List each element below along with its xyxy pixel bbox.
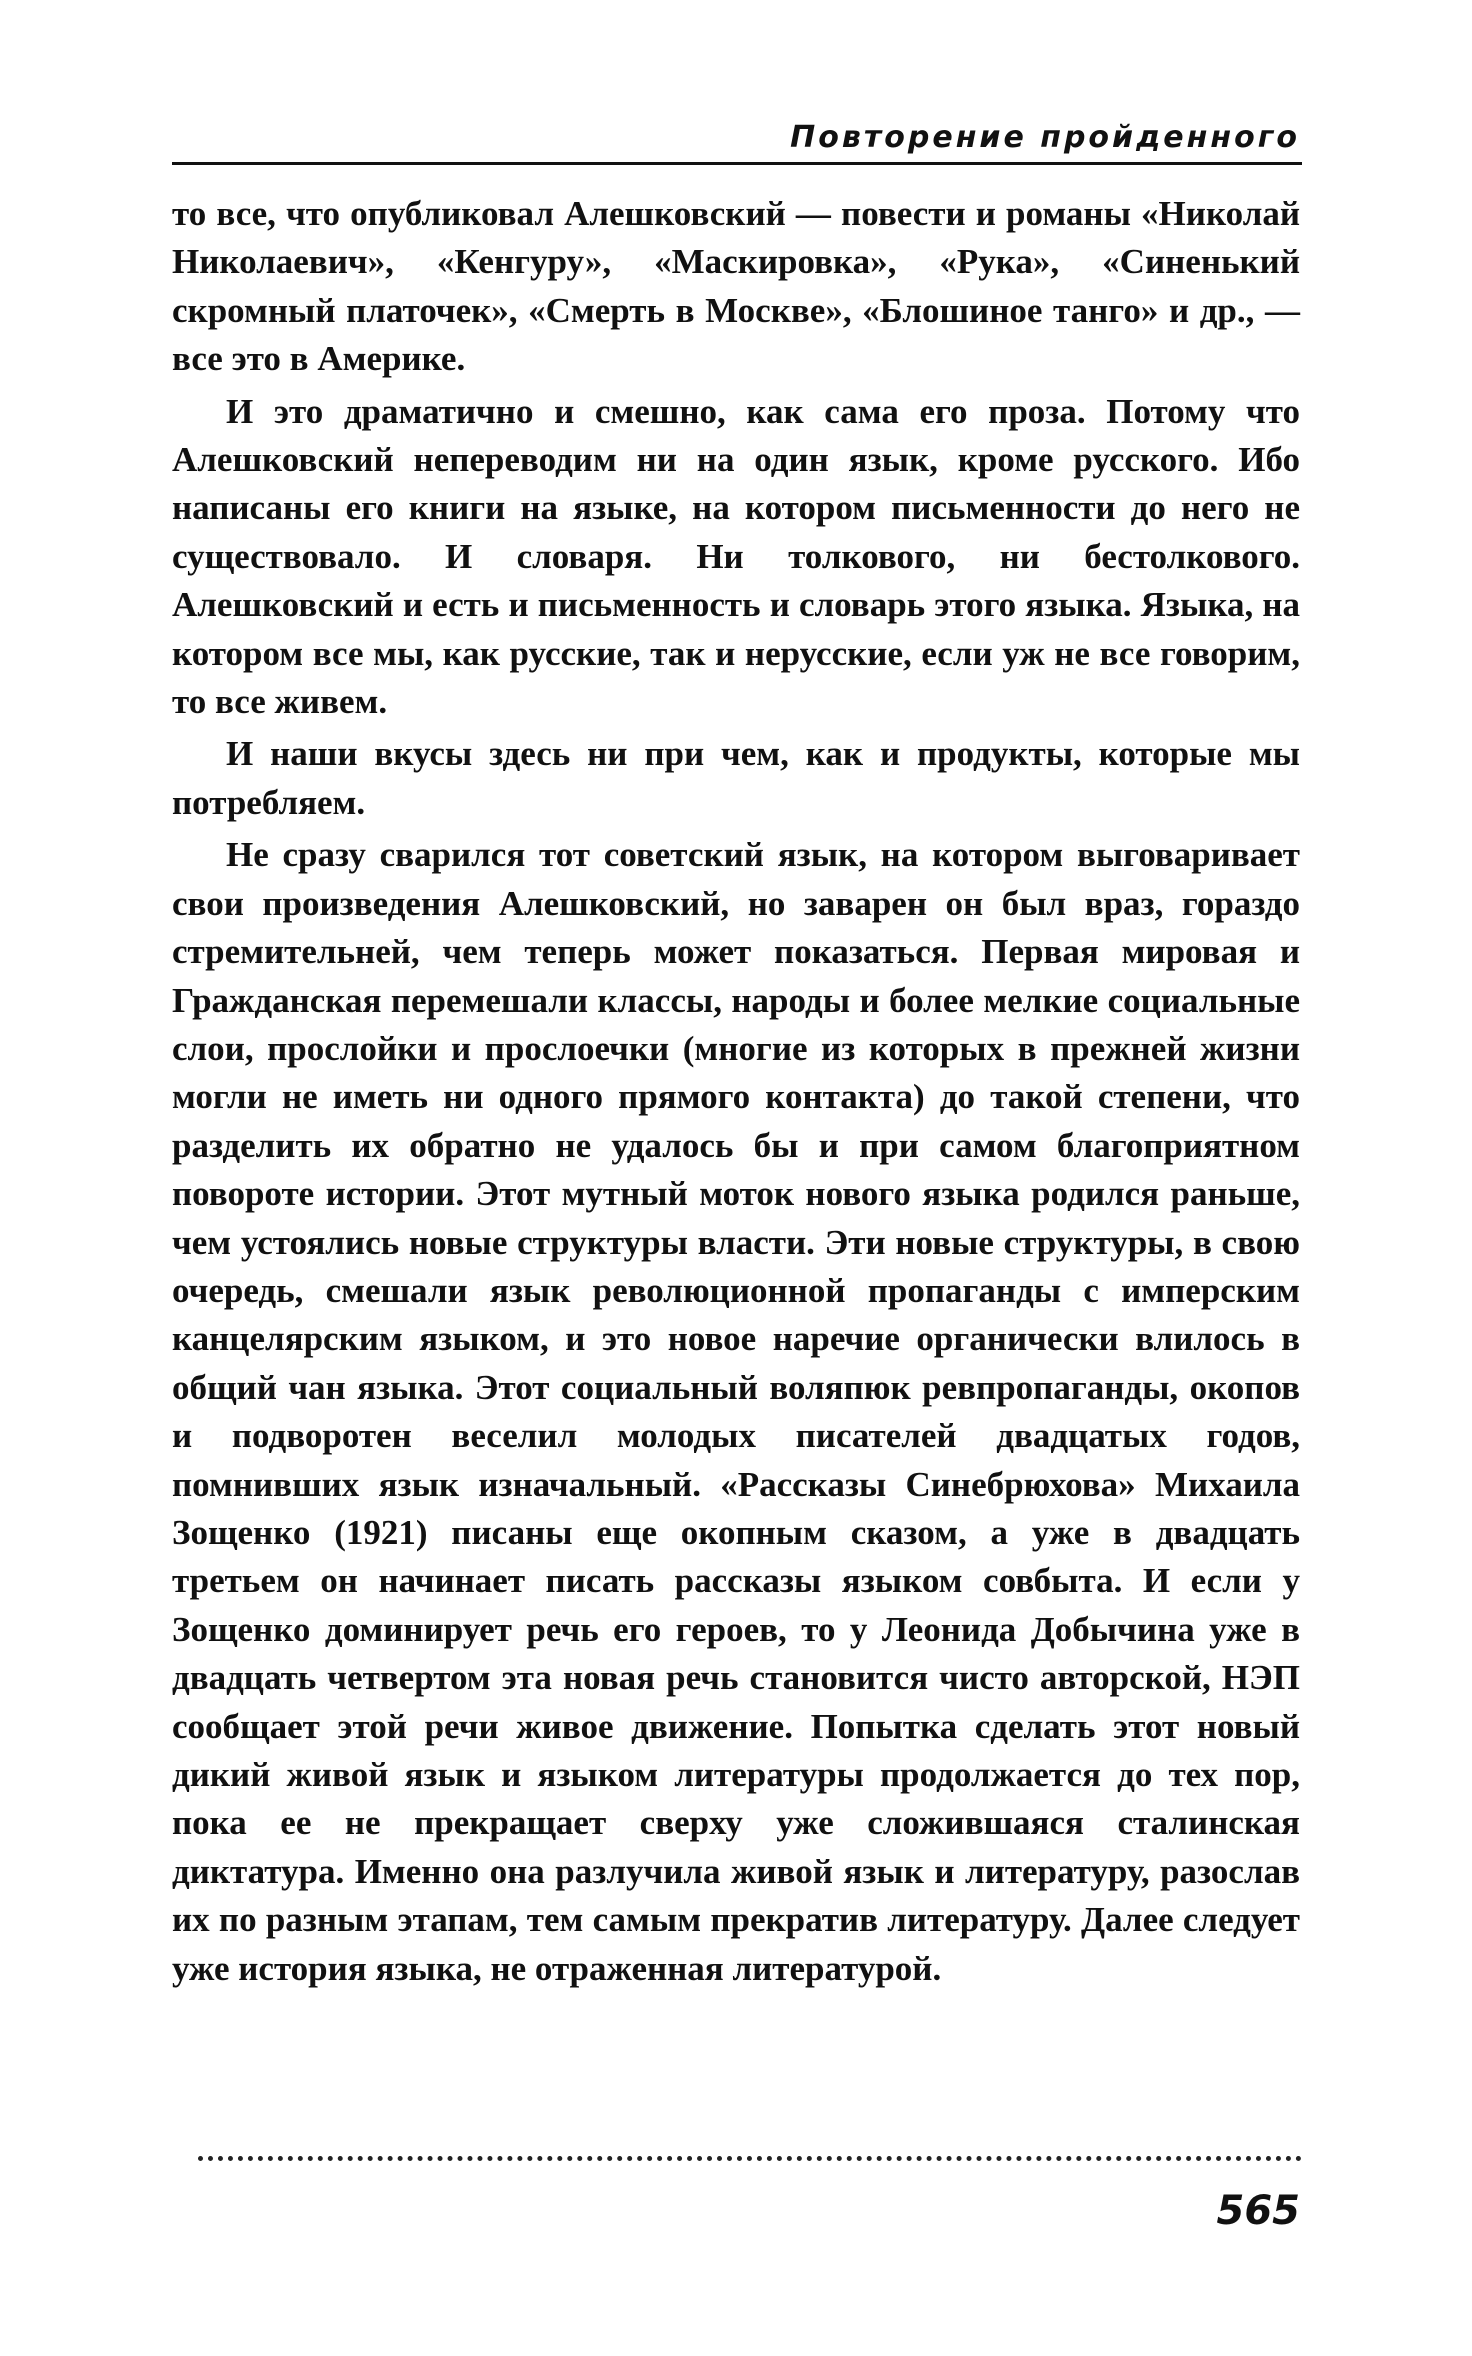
body-text — [172, 190, 1300, 1997]
paragraph: Не сразу сварился тот советский язык, на котором выговаривает свои произведения Алешковский, но заварен он был враз, гораздо стремительней, чем теперь может показаться. Первая мировая и Гражданская перемешали классы, народы и более мелкие социальные слои, прослойки и прослоечки (многие из которых в прежней жизни могли не иметь ни одного прямого контакта) до такой степени, что разделить их обратно не удалось бы и при самом благоприятном повороте истории. Этот мутный моток нового языка родился раньше, чем устоялись новые структуры власти. Эти новые структуры, в свою очередь, смешали язык революционной пропаганды с имперским канцелярским языком, и это новое наречие органически влилось в общий чан языка. Этот социальный воляпюк ревпропаганды, окопов и подворотен веселил молодых писателей двадцатых годов, помнивших язык изначальный. «Рассказы Синебрюхова» Михаила Зощенко (1921) писаны еще окопным сказом, а уже в двадцать третьем он начинает писать рассказы языком совбыта. И если у Зощенко доминирует речь его героев, то у Леонида Добычина уже в двадцать четвертом эта новая речь становится чисто авторской, НЭП сообщает этой речи живое движение. Попытка сделать этот новый дикий живой язык и языком литературы продолжается до тех пор, пока ее не прекращает сверху уже сложившаяся сталинская диктатура. Именно она разлучила живой язык и литературу, разослав их по разным этапам, тем самым прекратив литературу. Далее следует уже история языка, не отраженная литературой. — [172, 835, 1300, 1988]
header-rule — [172, 162, 1302, 165]
paragraph: И наши вкусы здесь ни при чем, как и продукты, которые мы потребляем. — [172, 734, 1300, 822]
page-number: 565 — [1216, 2188, 1300, 2234]
paragraph: И это драматично и смешно, как сама его проза. Потому что Алешковский непереводим ни на один язык, кроме русского. Ибо написаны его книги на языке, на котором письменности до него не существовало. И словаря. Ни толкового, ни бестолкового. Алешковский и есть и письменность и словарь этого языка. Языка, на котором все мы, как русские, так и нерусские, если уж не все говорим, то все живем. — [172, 391, 1300, 722]
paragraph: то все, что опубликовал Алешковский — повести и романы «Николай Николаевич», «Кенгуру», «Маскировка», «Рука», «Синенький скромный платочек», «Смерть в Москве», «Блошиное танго» и др., — все это в Америке. — [172, 194, 1300, 379]
running-head: Повторение пройденного — [790, 120, 1300, 155]
dotted-rule — [198, 2156, 1302, 2161]
